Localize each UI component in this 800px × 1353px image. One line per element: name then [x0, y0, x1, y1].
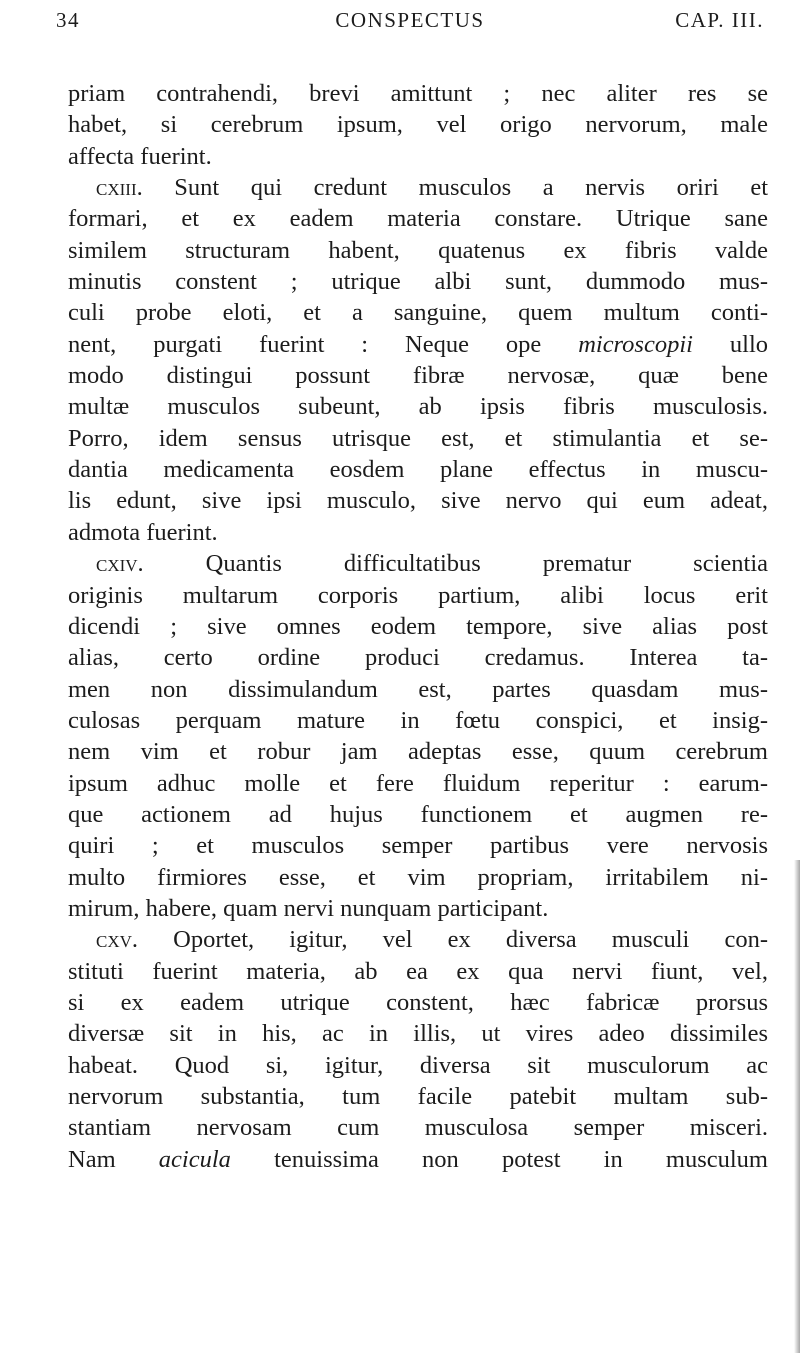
page-edge-shadow: [794, 860, 800, 1353]
text-line: affecta fuerint.: [68, 142, 212, 170]
text-line: quiri ; et musculos semper partibus vere nervosis: [68, 832, 768, 860]
text-line: stantiam nervosam cum musculosa semper misceri.: [68, 1114, 768, 1142]
chapter-reference: CAP. III.: [675, 8, 764, 32]
text-line: cxiii. Sunt qui credunt musculos a nervis oriri et: [96, 174, 769, 202]
text-line: habet, si cerebrum ipsum, vel origo nervorum, male: [68, 111, 768, 139]
page-number: 34: [56, 8, 80, 32]
text-line: mirum, habere, quam nervi nunquam participant.: [68, 894, 549, 922]
text-line: lis edunt, sive ipsi musculo, sive nervo qui eum adeat,: [68, 487, 768, 515]
text-line: modo distingui possunt fibræ nervosæ, quæ bene: [68, 362, 768, 390]
text-line: Porro, idem sensus utrisque est, et stimulantia et se-: [68, 424, 768, 452]
section-number: cxv.: [96, 926, 139, 954]
text-line: multæ musculos subeunt, ab ipsis fibris musculosis.: [68, 393, 768, 421]
text-line: habeat. Quod si, igitur, diversa sit musculorum ac: [68, 1051, 768, 1079]
text-line: ipsum adhuc molle et fere fluidum reperitur : earum-: [68, 769, 768, 797]
text-line: dicendi ; sive omnes eodem tempore, sive alias post: [68, 612, 768, 640]
italic-term: microscopii: [578, 330, 693, 358]
section-number: cxiii.: [96, 174, 143, 202]
text-line: nent, purgati fuerint : Neque ope microscopii ullo: [68, 330, 769, 358]
text-line: similem structuram habent, quatenus ex fibris valde: [68, 236, 768, 264]
text-line: si ex eadem utrique constent, hæc fabricæ prorsus: [68, 988, 768, 1016]
text-line: culosas perquam mature in fœtu conspici, et insig-: [68, 706, 768, 734]
text-line: diversæ sit in his, ac in illis, ut vires adeo dissimiles: [68, 1020, 768, 1048]
text-line: alias, certo ordine produci credamus. Interea ta-: [68, 644, 768, 672]
text-line: cxv. Oportet, igitur, vel ex diversa musculi con-: [96, 926, 768, 954]
text-line: nem vim et robur jam adeptas esse, quum cerebrum: [68, 738, 768, 766]
text-line: cxiv. Quantis difficultatibus prematur scientia: [96, 550, 768, 578]
text-line: Nam acicula tenuissima non potest in musculum: [68, 1145, 768, 1173]
italic-term: acicula: [158, 1145, 231, 1173]
text-line: formari, et ex eadem materia constare. Utrique sane: [68, 205, 768, 233]
section-number: cxiv.: [96, 550, 144, 578]
running-title: CONSPECTUS: [335, 8, 485, 32]
text-line: men non dissimulandum est, partes quasdam mus-: [68, 675, 768, 703]
running-head: [56, 8, 764, 38]
text-line: admota fuerint.: [68, 518, 218, 546]
text-line: dantia medicamenta eosdem plane effectus in muscu-: [68, 456, 768, 484]
text-line: que actionem ad hujus functionem et augmen re-: [68, 800, 768, 828]
text-line: originis multarum corporis partium, alibi locus erit: [68, 581, 768, 609]
text-line: multo firmiores esse, et vim propriam, irritabilem ni-: [68, 863, 768, 891]
text-line: stituti fuerint materia, ab ea ex qua nervi fiunt, vel,: [68, 957, 768, 985]
body-text: [68, 78, 768, 1175]
text-line: minutis constent ; utrique albi sunt, dummodo mus-: [68, 268, 768, 296]
text-line: culi probe eloti, et a sanguine, quem multum conti-: [68, 299, 768, 327]
text-line: nervorum substantia, tum facile patebit multam sub-: [68, 1083, 768, 1110]
text-line: priam contrahendi, brevi amittunt ; nec aliter res se: [68, 80, 768, 107]
